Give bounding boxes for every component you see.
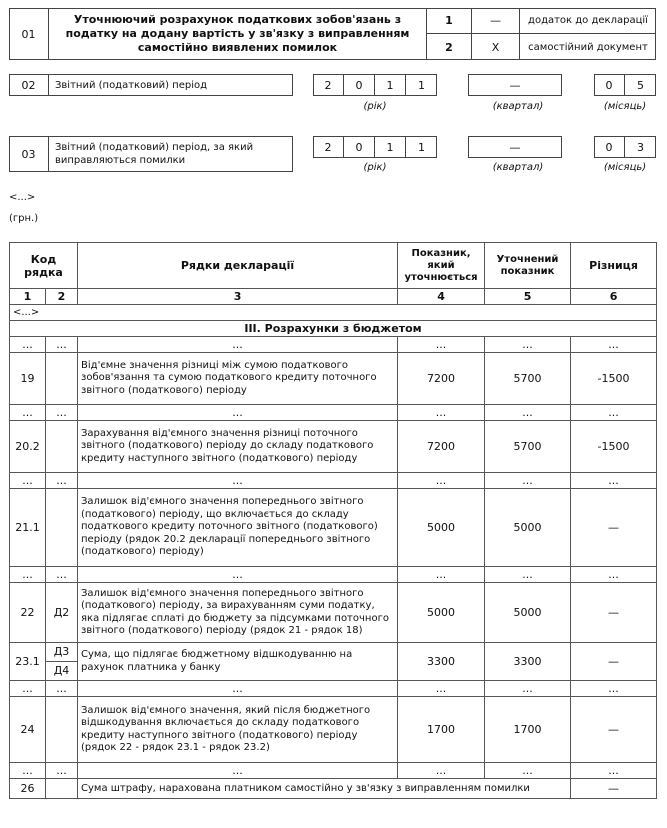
row-code: 23.1 <box>10 643 46 681</box>
dots-cell: ... <box>46 681 78 697</box>
dots-cell: ... <box>485 681 571 697</box>
row-sub: Д2 <box>46 583 78 643</box>
dots-cell: ... <box>10 405 46 421</box>
value-col5[interactable]: 5000 <box>485 489 571 567</box>
dots-cell: ... <box>398 337 485 353</box>
row-03-year-digit: 2 <box>313 136 344 158</box>
col-number: 3 <box>78 289 398 305</box>
row-text: Залишок від'ємного значення попереднього звітного (податкового) періоду, що включається до складу податкового кредиту поточного звітного (податкового) періоду (рядок 20.2 декларації попереднього звітного (податкового) періоду) <box>78 489 398 567</box>
col-number: 1 <box>10 289 46 305</box>
option-2-label: самостійний документ <box>528 41 648 53</box>
dots-cell: ... <box>485 473 571 489</box>
value-col6[interactable]: -1500 <box>571 421 657 473</box>
row-01-title: Уточнюючий розрахунок податкових зобов'язань з податку на додану вартість у зв'язку з виправленням самостійно виявлених помилок <box>49 8 427 60</box>
row-text: Сума штрафу, нарахована платником самостійно у зв'язку з виправленням помилки <box>78 779 571 799</box>
row-03-year-caption: (рік) <box>363 161 387 173</box>
value-col4[interactable]: 7200 <box>398 421 485 473</box>
value-col6[interactable]: — <box>571 489 657 567</box>
row-code: 21.1 <box>10 489 46 567</box>
row-sub <box>46 421 78 473</box>
row-03-month-digit: 3 <box>637 140 644 154</box>
row-03-code: 03 <box>9 136 49 172</box>
dots-cell: ... <box>398 763 485 779</box>
table-row <box>10 489 657 567</box>
dots-cell: ... <box>571 681 657 697</box>
row-03-label: Звітний (податковий) період, за який виправляються помилки <box>55 142 254 166</box>
dots-cell: ... <box>10 567 46 583</box>
value-col4[interactable]: 5000 <box>398 583 485 643</box>
option-2-number: 2 <box>427 34 472 60</box>
dots-cell: ... <box>78 681 398 697</box>
dots-cell: ... <box>10 763 46 779</box>
col-number: 5 <box>485 289 571 305</box>
dots-cell: ... <box>10 473 46 489</box>
dots-cell: ... <box>46 405 78 421</box>
dots-cell: ... <box>571 405 657 421</box>
row-03-year-digit: 1 <box>375 136 406 158</box>
dots-cell: ... <box>10 337 46 353</box>
value-col5[interactable]: 5700 <box>485 421 571 473</box>
dots-cell: ... <box>485 763 571 779</box>
row-text: Залишок від'ємного значення, який після бюджетного відшкодування включається до складу податкового кредиту наступного звітного (податкового) періоду (рядок 22 - рядок 23.1 - рядок 23.2) <box>78 697 398 763</box>
value-col6[interactable]: — <box>571 697 657 763</box>
row-02-month-digit: 5 <box>637 78 644 92</box>
dots-cell: ... <box>398 405 485 421</box>
units-label: (грн.) <box>9 213 39 224</box>
col-number: 6 <box>571 289 657 305</box>
header-col6: Різниця <box>571 243 657 289</box>
row-text: Сума, що підлягає бюджетному відшкодуванню на рахунок платника у банку <box>78 643 398 681</box>
row-02-month-digit: 0 <box>594 74 625 96</box>
value-col4[interactable]: 5000 <box>398 489 485 567</box>
row-02-month-caption: (місяць) <box>603 100 647 112</box>
value-col5[interactable]: 1700 <box>485 697 571 763</box>
row-02-year-caption: (рік) <box>363 100 387 112</box>
dots-cell: ... <box>10 681 46 697</box>
dots-cell: ... <box>78 405 398 421</box>
dots-cell: ... <box>78 473 398 489</box>
value-col5[interactable]: 5000 <box>485 583 571 643</box>
value-col4[interactable]: 3300 <box>398 643 485 681</box>
row-03-quarter-field[interactable]: — <box>468 136 562 158</box>
dots-cell: ... <box>571 567 657 583</box>
row-02-year-digit: 1 <box>418 78 425 92</box>
row-code: 24 <box>10 697 46 763</box>
col-number: 4 <box>398 289 485 305</box>
table-row <box>10 643 657 681</box>
dots-cell: ... <box>78 337 398 353</box>
row-03-month-digit: 0 <box>594 136 625 158</box>
header-code: Код рядка <box>10 243 78 289</box>
section-title: ІІІ. Розрахунки з бюджетом <box>10 321 657 337</box>
row-sub <box>46 779 78 799</box>
row-code: 20.2 <box>10 421 46 473</box>
option-1-label: додаток до декларації <box>520 8 656 34</box>
option-1-number: 1 <box>427 8 472 34</box>
dots-cell: ... <box>571 763 657 779</box>
row-02-code: 02 <box>9 74 49 96</box>
row-sub <box>46 489 78 567</box>
header-rows: Рядки декларації <box>78 243 398 289</box>
dots-cell: ... <box>398 681 485 697</box>
row-02-label: Звітний (податковий) період <box>55 79 208 91</box>
ellipsis: <...> <box>9 192 36 203</box>
col-number: 2 <box>46 289 78 305</box>
row-code: 26 <box>10 779 46 799</box>
table-row <box>10 779 657 799</box>
dots-cell: ... <box>46 473 78 489</box>
row-sub-b: Д4 <box>53 664 70 677</box>
value-col4[interactable]: 7200 <box>398 353 485 405</box>
row-sub-a: Д3 <box>46 643 77 662</box>
dots-cell: ... <box>46 567 78 583</box>
dots-cell: ... <box>46 763 78 779</box>
dots-cell: ... <box>485 567 571 583</box>
row-text: Від'ємне значення різниці між сумою податкового зобов'язання та сумою податкового кредиту поточного звітного (податкового) періоду <box>78 353 398 405</box>
row-text: Залишок від'ємного значення попереднього звітного (податкового) періоду, за вирахуванням суми податку, яка підлягає сплаті до бюджету за підсумками поточного звітного (податкового) періоду (рядок 21 - рядок 18) <box>78 583 398 643</box>
row-03-year-digit: 1 <box>418 140 425 154</box>
row-sub <box>46 697 78 763</box>
value-col6[interactable]: -1500 <box>571 353 657 405</box>
row-02-quarter-field[interactable]: — <box>468 74 562 96</box>
row-sub <box>46 643 78 681</box>
dots-cell: ... <box>485 405 571 421</box>
value-col6[interactable]: — <box>571 643 657 681</box>
row-03-quarter-caption: (квартал) <box>492 161 544 173</box>
row-02-quarter-caption: (квартал) <box>492 100 544 112</box>
option-2-mark[interactable]: Х <box>472 34 520 60</box>
declaration-table <box>9 242 657 799</box>
dots-cell: ... <box>571 473 657 489</box>
skip-row: <...> <box>10 305 657 321</box>
dots-cell: ... <box>78 763 398 779</box>
value-col6[interactable]: — <box>571 583 657 643</box>
value-col5[interactable]: 3300 <box>485 643 571 681</box>
row-02-year-digit: 1 <box>375 74 406 96</box>
row-03-month-caption: (місяць) <box>603 161 647 173</box>
option-1-mark[interactable]: — <box>472 8 520 34</box>
row-03-year-digit: 0 <box>344 136 375 158</box>
row-code: 19 <box>10 353 46 405</box>
row-text: Зарахування від'ємного значення різниці поточного звітного (податкового) періоду до складу податкового кредиту наступного звітного (податкового) періоду <box>78 421 398 473</box>
dots-cell: ... <box>78 567 398 583</box>
dots-cell: ... <box>46 337 78 353</box>
header-col5: Уточнений показник <box>485 243 571 289</box>
dots-cell: ... <box>571 337 657 353</box>
table-row <box>10 697 657 763</box>
row-sub <box>46 353 78 405</box>
table-row <box>10 353 657 405</box>
row-code: 22 <box>10 583 46 643</box>
row-01-code: 01 <box>9 8 49 60</box>
value-col4[interactable]: 1700 <box>398 697 485 763</box>
row-02-year-digit: 0 <box>344 74 375 96</box>
header-col4: Показник, який уточнюється <box>398 243 485 289</box>
table-row <box>10 583 657 643</box>
table-row <box>10 421 657 473</box>
row-02-year-digit: 2 <box>313 74 344 96</box>
dots-cell: ... <box>398 567 485 583</box>
dots-cell: ... <box>485 337 571 353</box>
value-col5[interactable]: 5700 <box>485 353 571 405</box>
value-col6[interactable]: — <box>571 779 657 799</box>
dots-cell: ... <box>398 473 485 489</box>
